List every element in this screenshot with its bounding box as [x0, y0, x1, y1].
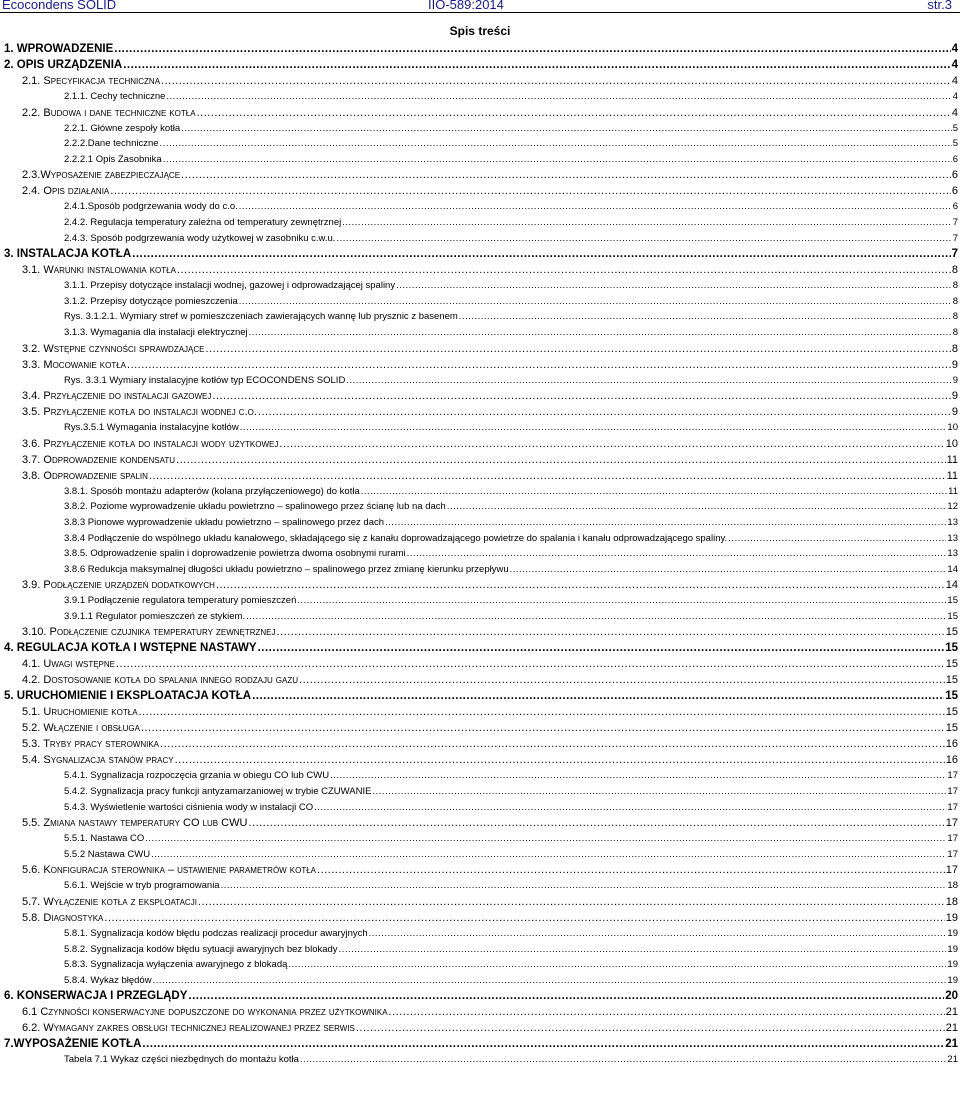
toc-leader-dots: [145, 831, 946, 847]
toc-entry[interactable]: [0, 41, 960, 57]
toc-leader-dots: [297, 593, 946, 609]
toc-entry[interactable]: [0, 768, 960, 784]
toc-entry-title: 5.8. Diagnostyka: [22, 912, 104, 925]
toc-entry-page: 19: [947, 928, 958, 940]
toc-entry[interactable]: [0, 484, 960, 500]
toc-entry[interactable]: [0, 499, 960, 515]
toc-entry-title: 2.2. Budowa i dane techniczne kotła: [22, 106, 196, 119]
toc-leader-dots: [132, 246, 950, 262]
toc-entry-page: 4: [952, 91, 958, 102]
toc-entry-title: 3.8.3 Pionowe wyprowadzenie układu powietrzno – spalinowego przez dach: [64, 516, 385, 528]
toc-entry[interactable]: [0, 910, 960, 926]
toc-entry[interactable]: [0, 720, 960, 736]
toc-entry-page: 21: [945, 1006, 958, 1019]
toc-entry-title: 3.10. Podłączenie czujnika temperatury zewnętrznej: [22, 626, 276, 639]
toc-entry[interactable]: [0, 784, 960, 800]
toc-entry-title: 3.1.2. Przepisy dotyczące pomieszczenia: [64, 295, 238, 307]
toc-leader-dots: [258, 404, 951, 420]
toc-entry-title: 3.2. Wstępne czynności sprawdzające: [22, 342, 205, 355]
toc-entry-page: 15: [945, 642, 958, 655]
toc-leader-dots: [258, 640, 945, 656]
toc-entry[interactable]: [0, 1020, 960, 1036]
toc-entry-page: 15: [945, 674, 958, 687]
toc-entry-title: 2.4.3. Sposób podgrzewania wody użytkowej w zasobniku c.w.u.: [64, 232, 336, 244]
toc-entry[interactable]: [0, 136, 960, 152]
toc-leader-dots: [160, 136, 952, 152]
toc-entry-page: 8: [952, 311, 958, 323]
toc-entry[interactable]: [0, 436, 960, 452]
toc-entry-page: 14: [947, 563, 958, 575]
toc-entry[interactable]: [0, 988, 960, 1004]
toc-leader-dots: [197, 105, 951, 121]
toc-leader-dots: [240, 420, 947, 436]
toc-entry-page: 15: [945, 690, 958, 703]
toc-entry-title: Tabela 7.1 Wykaz części niezbędnych do montażu kotła: [64, 1054, 299, 1066]
toc-entry-page: 7: [952, 216, 958, 228]
toc-leader-dots: [510, 562, 947, 578]
toc-entry[interactable]: [0, 73, 960, 89]
toc-entry-page: 9: [952, 374, 958, 386]
toc-entry-title: 2.1.1. Cechy techniczne: [64, 91, 166, 102]
toc-entry-page: 7: [951, 248, 958, 261]
toc-entry-title: 5. URUCHOMIENIE I EKSPLOATACJA KOTŁA: [4, 690, 252, 703]
toc-entry-title: 5.5. Zmiana nastawy temperatury CO lub CWU: [22, 817, 248, 830]
toc-entry-title: 5.3. Tryby pracy sterownika: [22, 738, 160, 751]
toc-entry[interactable]: [0, 246, 960, 262]
toc-entry-page: 17: [947, 786, 958, 798]
toc-leader-dots: [181, 167, 951, 183]
toc-leader-dots: [728, 531, 946, 547]
toc-entry-title: 3.8.2. Poziome wyprowadzenie układu powietrzno – spalinowego przez ścianę lub na dach: [64, 501, 446, 513]
toc-entry[interactable]: [0, 973, 960, 989]
toc-entry-title: 2.4.2. Regulacja temperatury zależna od temperatury zewnętrznej: [64, 216, 342, 228]
toc-entry-page: 4: [951, 106, 958, 119]
toc-entry-page: 19: [947, 974, 958, 986]
toc-leader-dots: [198, 894, 945, 910]
toc-entry-page: 15: [945, 706, 958, 719]
toc-entry-title: 3.9.1.1 Regulator pomieszczeń ze stykiem.: [64, 610, 246, 622]
toc-entry-page: 12: [947, 501, 958, 513]
toc-entry[interactable]: [0, 515, 960, 531]
toc-entry[interactable]: [0, 452, 960, 468]
toc-entry-page: 8: [951, 264, 958, 277]
toc-entry-title: 3.7. Odprowadzenie kondensatu: [22, 453, 176, 466]
toc-leader-dots: [277, 624, 945, 640]
toc-entry[interactable]: [0, 89, 960, 105]
toc-entry[interactable]: [0, 294, 960, 310]
toc-entry-page: 5: [952, 122, 958, 134]
toc-leader-dots: [142, 1036, 944, 1052]
toc-leader-dots: [216, 577, 945, 593]
toc-entry-page: 17: [945, 864, 958, 877]
toc-leader-dots: [288, 957, 946, 973]
toc-leader-dots: [385, 515, 946, 531]
toc-entry-title: 3.4. Przyłączenie do instalacji gazowej: [22, 390, 212, 403]
toc-leader-dots: [317, 862, 945, 878]
toc-entry-page: 10: [945, 437, 958, 450]
toc-entry-page: 9: [951, 390, 958, 403]
toc-entry-title: 2.4. Opis działania: [22, 185, 110, 198]
toc-entry-title: 2.2.2.Dane techniczne: [64, 138, 159, 150]
toc-entry-page: 8: [952, 280, 958, 292]
toc-entry-page: 19: [947, 943, 958, 955]
toc-entry-page: 16: [945, 738, 958, 751]
toc-entry-page: 21: [945, 1022, 958, 1035]
toc-entry-page: 5: [952, 138, 958, 150]
toc-entry[interactable]: [0, 577, 960, 593]
toc-entry-page: 7: [952, 232, 958, 244]
toc-entry[interactable]: [0, 262, 960, 278]
toc-entry-title: 1. WPROWADZENIE: [4, 43, 114, 55]
toc-entry-page: 15: [947, 595, 958, 607]
toc-entry-title: 6. KONSERWACJA I PRZEGLĄDY: [4, 990, 188, 1003]
toc-entry-page: 15: [947, 610, 958, 622]
toc-entry-title: 5.4. Sygnalizacja stanów pracy: [22, 754, 174, 767]
toc-entry-page: 8: [952, 295, 958, 307]
header-doc-id: IIO-589:2014: [428, 0, 504, 12]
toc-entry-title: 5.4.3. Wyświetlenie wartości ciśnienia wody w instalacji CO: [64, 801, 314, 813]
toc-leader-dots: [346, 373, 951, 389]
toc-entry[interactable]: [0, 341, 960, 357]
toc-entry-page: 11: [948, 485, 958, 497]
toc-entry-title: 6.1 Czynności konserwacyjne dopuszczone do wykonania przez użytkownika: [22, 1006, 388, 1019]
toc-entry[interactable]: [0, 656, 960, 672]
toc-entry-title: 5.4.2. Sygnalizacja pracy funkcji antyzamarzaniowej w trybie CZUWANIE: [64, 786, 372, 798]
toc-entry-title: 5.6.1. Wejście w tryb programowania: [64, 880, 220, 892]
toc-entry-title: 3.8. Odprowadzenie spalin: [22, 469, 148, 482]
toc-entry-page: 13: [947, 532, 958, 544]
toc-entry[interactable]: [0, 640, 960, 656]
toc-entry-title: 4.2. Dostosowanie kotła do spalania innego rodzaju gazu: [22, 674, 299, 687]
toc-entry-title: 3.6. Przyłączenie kotła do instalacji wody użytkowej: [22, 437, 279, 450]
toc-entry-page: 15: [945, 722, 958, 735]
toc-entry-page: 6: [951, 169, 958, 182]
toc-leader-dots: [176, 452, 946, 468]
toc-entry[interactable]: [0, 1004, 960, 1020]
toc-leader-dots: [356, 1020, 945, 1036]
toc-entry[interactable]: [0, 57, 960, 73]
toc-entry-page: 8: [951, 342, 958, 355]
toc-entry[interactable]: [0, 926, 960, 942]
toc-entry-title: 3.5. Przyłączenie kotła do instalacji wodnej c.o.: [22, 406, 257, 419]
toc-entry[interactable]: [0, 593, 960, 609]
toc-entry[interactable]: [0, 1052, 960, 1068]
toc-leader-dots: [177, 262, 951, 278]
toc-entry-title: 3.9.1 Podłączenie regulatora temperatury pomieszczeń: [64, 595, 297, 607]
toc-leader-dots: [139, 704, 945, 720]
toc-entry-page: 9: [951, 406, 958, 419]
toc-entry-page: 9: [951, 358, 958, 371]
toc-entry[interactable]: [0, 357, 960, 373]
toc-entry-page: 6: [952, 153, 958, 165]
toc-leader-dots: [181, 121, 952, 137]
toc-entry-title: 5.2. Włączenie i obsługa: [22, 722, 140, 735]
toc-leader-dots: [166, 89, 951, 105]
toc-leader-dots: [110, 183, 951, 199]
toc-leader-dots: [141, 720, 945, 736]
toc-entry-page: 21: [947, 1054, 958, 1066]
toc-entry[interactable]: [0, 105, 960, 121]
toc-entry-title: 2. OPIS URZĄDZENIA: [4, 59, 123, 71]
toc-entry[interactable]: [0, 278, 960, 294]
toc-leader-dots: [336, 231, 951, 247]
toc-entry-title: 2.3.Wyposażenie zabezpieczające: [22, 169, 181, 182]
toc-entry-title: 3.1.3. Wymagania dla instalacji elektrycznej: [64, 326, 248, 338]
toc-title: Spis treści: [449, 24, 511, 38]
toc-entry-title: 3.8.5. Odprowadzenie spalin i doprowadzenie powietrza dwoma osobnymi rurami: [64, 548, 406, 560]
toc-leader-dots: [104, 910, 944, 926]
toc-leader-dots: [314, 800, 946, 816]
toc-leader-dots: [407, 546, 947, 562]
toc-leader-dots: [372, 784, 946, 800]
toc-entry[interactable]: [0, 325, 960, 341]
toc-leader-dots: [342, 215, 951, 231]
toc-entry[interactable]: [0, 942, 960, 958]
toc-entry-title: 6.2. Wymagany zakres obsługi technicznej realizowanej przez serwis: [22, 1022, 355, 1035]
toc-entry-title: 3. INSTALACJA KOTŁA: [4, 248, 132, 261]
toc-leader-dots: [163, 152, 952, 168]
toc-leader-dots: [330, 768, 946, 784]
toc-entry[interactable]: [0, 800, 960, 816]
toc-entry-page: 8: [952, 326, 958, 338]
toc-leader-dots: [161, 73, 951, 89]
toc-leader-dots: [116, 656, 945, 672]
toc-leader-dots: [212, 388, 951, 404]
toc-entry[interactable]: [0, 420, 960, 436]
toc-entry-page: 11: [946, 453, 958, 466]
toc-entry[interactable]: [0, 121, 960, 137]
toc-entry[interactable]: [0, 468, 960, 484]
toc-leader-dots: [206, 341, 951, 357]
toc-entry[interactable]: [0, 862, 960, 878]
toc-entry-title: 2.2.2.1 Opis Zasobnika: [64, 153, 162, 165]
header-product: Ecocondens SOLID: [2, 0, 117, 12]
toc-entry-title: Rys. 3.1.2.1. Wymiary stref w pomieszczeniach zawierających wannę lub prysznic z basenem: [64, 311, 458, 323]
toc-entry[interactable]: [0, 183, 960, 199]
toc-leader-dots: [248, 815, 944, 831]
toc-entry-page: 4: [951, 75, 958, 87]
toc-entry[interactable]: [0, 894, 960, 910]
toc-leader-dots: [149, 468, 946, 484]
toc-leader-dots: [239, 199, 952, 215]
toc-entry-title: 3.8.1. Sposób montażu adapterów (kolana przyłączeniowego) do kotła: [64, 485, 360, 497]
toc-entry-page: 18: [945, 896, 958, 909]
toc-leader-dots: [299, 672, 945, 688]
toc-entry-page: 15: [945, 626, 958, 639]
toc-entry[interactable]: [0, 752, 960, 768]
toc-entry-page: 17: [947, 848, 958, 860]
toc-leader-dots: [151, 847, 946, 863]
toc-leader-dots: [175, 752, 945, 768]
toc-entry-title: 7.WYPOSAŻENIE KOTŁA: [4, 1038, 142, 1051]
toc-entry[interactable]: [0, 736, 960, 752]
toc-entry[interactable]: [0, 878, 960, 894]
toc-entry[interactable]: [0, 546, 960, 562]
toc-entry[interactable]: [0, 199, 960, 215]
toc-entry-title: Rys. 3.3.1 Wymiary instalacyjne kotłów typ ECOCONDENS SOLID: [64, 374, 346, 386]
toc-leader-dots: [369, 926, 947, 942]
toc-entry-page: 17: [947, 801, 958, 813]
toc-entry-title: 3.1. Warunki instalowania kotła: [22, 264, 176, 277]
toc-entry[interactable]: [0, 847, 960, 863]
toc-entry-title: 4. REGULACJA KOTŁA I WSTĘPNE NASTAWY: [4, 642, 257, 655]
toc-leader-dots: [123, 57, 950, 73]
toc-leader-dots: [246, 609, 946, 625]
toc-leader-dots: [389, 1004, 945, 1020]
toc-entry-title: 5.8.3. Sygnalizacja wyłączenia awaryjnego z blokadą: [64, 959, 288, 971]
toc-entry-title: 3.8.4 Podłączenie do wspólnego układu kanałowego, składającego się z kanału doprowadzającego powietrze do spalania i kanału odprowadzającego spaliny.: [64, 532, 728, 544]
toc-entry-title: 3.3. Mocowanie kotła: [22, 358, 127, 371]
toc-entry[interactable]: [0, 309, 960, 325]
toc-leader-dots: [459, 309, 952, 325]
toc-entry-title: 5.6. Konfiguracja sterownika – ustawienie parametrów kotła: [22, 864, 317, 877]
toc-entry-page: 15: [945, 658, 958, 671]
toc-entry-page: 19: [947, 959, 958, 971]
toc-leader-dots: [188, 988, 944, 1004]
toc-entry-page: 13: [947, 548, 958, 560]
toc-leader-dots: [396, 278, 952, 294]
toc-entry-page: 4: [951, 59, 958, 71]
toc-leader-dots: [361, 484, 947, 500]
toc-entry[interactable]: [0, 609, 960, 625]
toc-entry[interactable]: [0, 404, 960, 420]
toc-leader-dots: [279, 436, 944, 452]
toc-entry-title: 5.5.1. Nastawa CO: [64, 833, 145, 845]
toc-entry-page: 14: [945, 579, 958, 592]
toc-entry[interactable]: [0, 688, 960, 704]
toc-leader-dots: [249, 325, 952, 341]
toc-entry-page: 17: [947, 833, 958, 845]
toc-entry[interactable]: [0, 215, 960, 231]
toc-entry[interactable]: [0, 562, 960, 578]
toc-entry-page: 19: [945, 912, 958, 925]
toc-entry-title: 5.7. Wyłączenie kotła z eksploatacji: [22, 896, 197, 909]
toc-entry[interactable]: [0, 831, 960, 847]
toc-entry[interactable]: [0, 815, 960, 831]
toc-entry[interactable]: [0, 624, 960, 640]
toc-entry-page: 6: [951, 185, 958, 198]
toc-leader-dots: [300, 1052, 947, 1068]
toc-entry[interactable]: [0, 672, 960, 688]
toc-entry-title: 5.8.2. Sygnalizacja kodów błędu sytuacji awaryjnych bez blokady: [64, 943, 338, 955]
toc-entry[interactable]: [0, 957, 960, 973]
toc-leader-dots: [127, 357, 951, 373]
toc-leader-dots: [239, 294, 952, 310]
toc-entry-page: 6: [952, 201, 958, 213]
header-page-number: str.3: [927, 0, 952, 12]
toc-entry-title: 2.2.1. Główne zespoły kotła: [64, 122, 181, 134]
toc-entry[interactable]: [0, 152, 960, 168]
toc-entry-page: 11: [946, 469, 958, 482]
toc-entry-title: 3.1.1. Przepisy dotyczące instalacji wodnej, gazowej i odprowadzającej spaliny: [64, 280, 396, 292]
toc-entry-title: 5.4.1. Sygnalizacja rozpoczęcia grzania w obiegu CO lub CWU: [64, 770, 330, 782]
toc-entry-page: 17: [945, 817, 958, 830]
toc-entry[interactable]: [0, 1036, 960, 1052]
toc-leader-dots: [447, 499, 947, 515]
toc-entry[interactable]: [0, 167, 960, 183]
table-of-contents: [0, 41, 960, 1068]
toc-entry-page: 16: [945, 754, 958, 767]
toc-leader-dots: [339, 942, 947, 958]
toc-entry-title: 2.4.1.Sposób podgrzewania wody do c.o.: [64, 201, 238, 213]
toc-entry-page: 17: [947, 770, 958, 782]
toc-entry-page: 10: [947, 422, 958, 434]
toc-entry-page: 4: [951, 43, 958, 55]
toc-leader-dots: [114, 41, 950, 57]
toc-leader-dots: [153, 973, 947, 989]
toc-entry-page: 18: [947, 880, 958, 892]
toc-entry[interactable]: [0, 704, 960, 720]
toc-entry-title: 3.8.6 Redukcja maksymalnej długości układu powietrzno – spalinowego przez zmianę kierunku przepływu: [64, 563, 509, 575]
toc-entry-title: 5.1. Uruchomienie kotła: [22, 706, 138, 719]
toc-entry-title: 5.8.1. Sygnalizacja kodów błędu podczas realizacji procedur awaryjnych: [64, 928, 368, 940]
toc-entry[interactable]: [0, 373, 960, 389]
toc-leader-dots: [252, 688, 944, 704]
toc-leader-dots: [160, 736, 945, 752]
toc-entry[interactable]: [0, 231, 960, 247]
toc-entry-page: 13: [947, 516, 958, 528]
toc-entry-title: Rys.3.5.1 Wymagania instalacyjne kotłów: [64, 422, 239, 434]
toc-entry-page: 21: [945, 1038, 958, 1051]
toc-entry-title: 5.8.4. Wykaz błędów: [64, 974, 152, 986]
toc-entry-title: 4.1. Uwagi wstępne: [22, 658, 115, 671]
toc-entry-title: 3.9. Podłączenie urządzeń dodatkowych: [22, 579, 215, 592]
toc-entry-title: 5.5.2 Nastawa CWU: [64, 848, 151, 860]
toc-leader-dots: [221, 878, 947, 894]
toc-entry-title: 2.1. Specyfikacja techniczna: [22, 75, 161, 87]
page-header: [0, 0, 960, 13]
toc-entry-page: 20: [945, 990, 958, 1003]
toc-entry[interactable]: [0, 531, 960, 547]
toc-entry[interactable]: [0, 388, 960, 404]
